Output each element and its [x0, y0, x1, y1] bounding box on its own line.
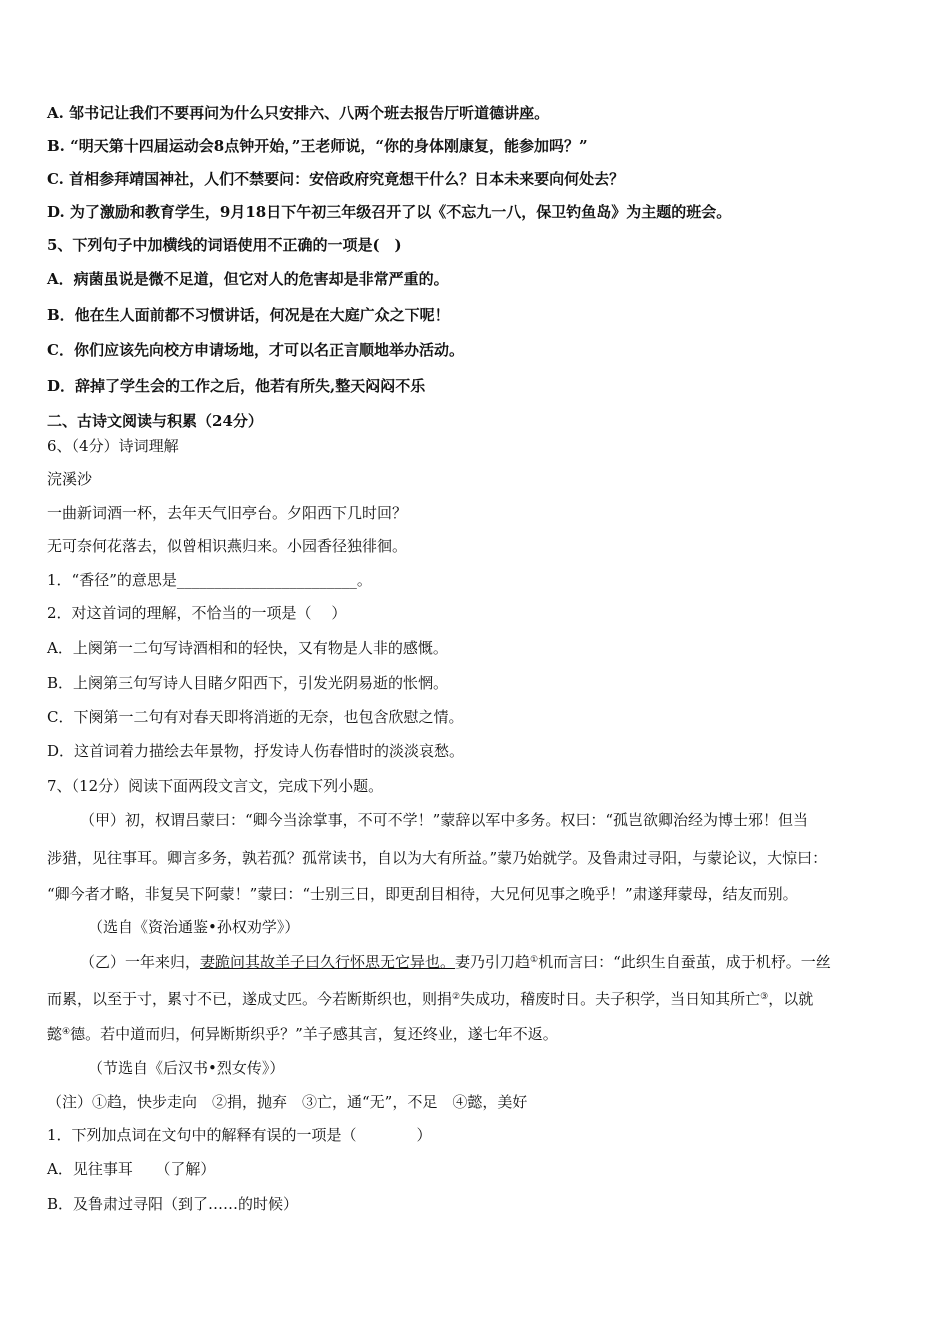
footnote-marker: ③ [760, 992, 769, 1002]
q6-option-b: B．上阕第三句写诗人目睹夕阳西下，引发光阴易逝的怅惘。 [47, 674, 449, 692]
q4-option-b: B. “明天第十四届运动会8点钟开始，”王老师说，“你的身体刚康复，能参加吗？” [47, 137, 588, 155]
poem-line-2: 无可奈何花落去，似曾相识燕归来。小园香径独徘徊。 [47, 537, 408, 555]
q5-option-d: D．辞掉了学生会的工作之后，他若有所失,整天闷闷不乐 [47, 377, 426, 395]
passage-jia-line-3: “卿今者才略，非复吴下阿蒙！”蒙曰：“士别三日，即更刮目相待，大兄何见事之晚乎！”肃遂拜蒙母，结友而别。 [47, 885, 798, 903]
footnote-marker: ① [530, 955, 539, 965]
q5-option-b: B．他在生人面前都不习惯讲话，何况是在大庭广众之下呢！ [47, 306, 450, 324]
annotation-notes: （注）①趋，快步走向 ②捐，抛弃 ③亡，通“无”，不足 ④懿，美好 [47, 1093, 528, 1111]
passage-yi-text: 机而言曰：“此织生自蚕茧，成于机杼。一丝 [538, 953, 831, 971]
q6-stem: 6、（4分）诗词理解 [47, 437, 179, 455]
passage-yi-line-2 [47, 989, 813, 1009]
passage-jia-source: （选自《资治通鉴•孙权劝学》） [88, 918, 300, 936]
passage-yi-text: ，以就 [768, 990, 814, 1008]
q5-option-c: C．你们应该先向校方申请场地，才可以名正言顺地举办活动。 [47, 341, 464, 359]
q7-stem: 7、（12分）阅读下面两段文言文，完成下列小题。 [47, 777, 384, 795]
q7-sub-question-1: 1．下列加点词在文句中的解释有误的一项是（ ） [47, 1126, 432, 1144]
q6-option-c: C．下阕第一二句有对春天即将消逝的无奈，也包含欣慰之情。 [47, 708, 464, 726]
q6-sub-question-1: 1．“香径”的意思是________________________。 [47, 571, 372, 589]
passage-yi-text: （乙）一年来归， [80, 953, 201, 971]
poem-line-1: 一曲新词酒一杯，去年天气旧亭台。夕阳西下几时回？ [47, 504, 408, 522]
passage-yi-text: 懿 [47, 1025, 63, 1043]
passage-yi-text: 妻乃引刀趋 [455, 953, 531, 971]
q4-option-d: D. 为了激励和教育学生，9月18日下午初三年级召开了以《不忘九一八，保卫钓鱼岛》为主题的班会。 [47, 203, 732, 221]
q6-option-a: A．上阕第一二句写诗酒相和的轻快，又有物是人非的感慨。 [47, 639, 448, 657]
footnote-marker: ② [452, 992, 461, 1002]
q6-option-d: D．这首词着力描绘去年景物，抒发诗人伤春惜时的淡淡哀愁。 [47, 742, 465, 760]
q4-option-a: A. 邹书记让我们不要再问为什么只安排六、八两个班去报告厅听道德讲座。 [47, 104, 550, 122]
q5-stem: 5、下列句子中加横线的词语使用不正确的一项是( ) [47, 236, 402, 254]
passage-yi-text: 德。若中道而归，何异断斯织乎？”羊子感其言，复还终业，遂七年不返。 [70, 1025, 558, 1043]
q5-option-a: A．病菌虽说是微不足道，但它对人的危害却是非常严重的。 [47, 270, 449, 288]
passage-yi-line-1 [80, 952, 831, 972]
poem-title: 浣溪沙 [47, 470, 93, 488]
q4-option-c: C. 首相参拜靖国神社，人们不禁要问：安倍政府究竟想干什么？日本未来要向何处去？ [47, 170, 625, 188]
passage-jia-line-1: （甲）初，权谓吕蒙曰：“卿今当涂掌事，不可不学！”蒙辞以军中多务。权曰：“孤岂欲卿治经为博士邪！但当 [80, 811, 809, 829]
q7-option-b: B．及鲁肃过寻阳（到了……的时候） [47, 1195, 299, 1213]
underlined-sentence: 妻跪问其故羊子曰久行怀思无它异也。 [200, 953, 456, 971]
passage-yi-line-3 [47, 1024, 558, 1044]
q6-sub-question-2: 2．对这首词的理解，不恰当的一项是（ ） [47, 604, 347, 622]
passage-yi-text: 而累，以至于寸，累寸不已，遂成丈匹。今若断斯织也，则捐 [47, 990, 453, 1008]
q7-option-a: A．见往事耳 （了解） [47, 1160, 216, 1178]
passage-yi-source: （节选自《后汉书•烈女传》） [88, 1059, 285, 1077]
section-2-heading: 二、古诗文阅读与积累（24分） [47, 412, 263, 430]
passage-jia-line-2: 涉猎，见往事耳。卿言多务，孰若孤？孤常读书，自以为大有所益。”蒙乃始就学。及鲁肃过寻阳，与蒙论议，大惊曰： [47, 849, 828, 867]
footnote-marker: ④ [62, 1027, 71, 1037]
passage-yi-text: 失成功，稽废时日。夫子积学，当日知其所亡 [460, 990, 761, 1008]
